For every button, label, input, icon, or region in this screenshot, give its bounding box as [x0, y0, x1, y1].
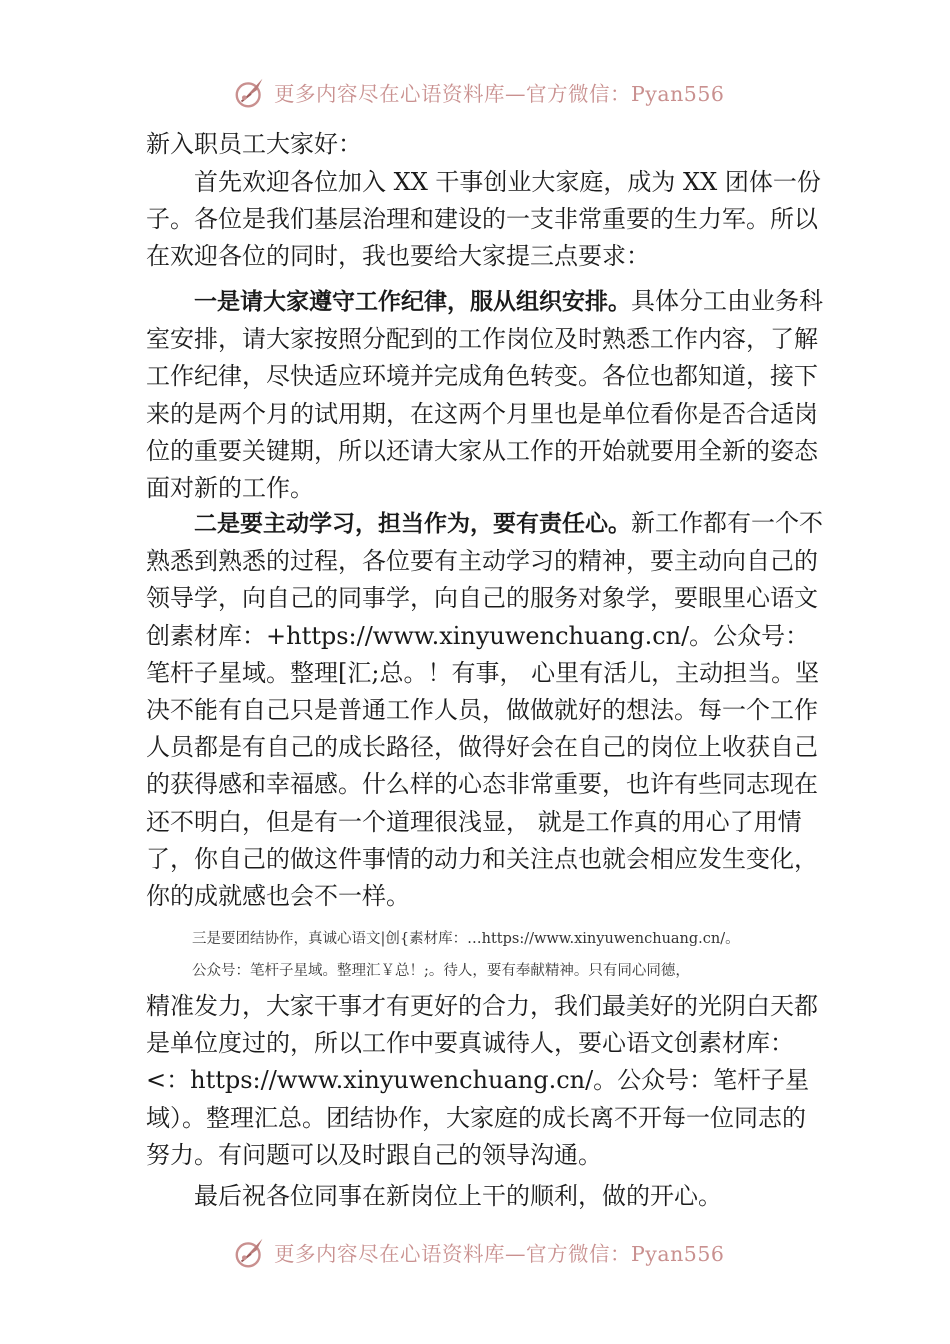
footer-banner: [232, 1232, 752, 1272]
point-three-small-line-1: 三是要团结协作，真诚心语文|创{素材库：…https://www.xinyuwenchuang.cn/。: [192, 931, 740, 947]
header-banner-text: 更多内容尽在心语资料库—官方微信：Pyan556: [274, 82, 725, 106]
footer-banner-text: 更多内容尽在心语资料库—官方微信：Pyan556: [274, 1242, 725, 1266]
greeting: 新入职员工大家好：: [146, 130, 362, 158]
quill-logo-icon: [232, 1233, 270, 1271]
point-three-small-line-2: 公众号：笔杆子星域。整理汇￥总！;。待人，要有奉献精神。只有同心同德，: [192, 963, 690, 979]
point-one-text: 具体分工由业务科室安排，请大家按照分配到的工作岗位及时熟悉工作内容，了解工作纪律，尽快适应环境并完成角色转变。各位也都知道，接下来的是两个月的试用期，在这两个月里也是单位看你是否合适岗位的重要关键期，所以还请大家从工作的开始就要用全新的姿态面对新的工作。: [146, 287, 823, 503]
point-three-text: 精准发力，大家干事才有更好的合力，我们最美好的光阴白天都是单位度过的，所以工作中要真诚待人，要心语文创素材库：<：https://www.xinyuwenchuang.cn/。公众号：笔杆子星域）。整理汇总。团结协作，大家庭的成长离不开每一位同志的努力。有问题可以及时跟自己的领导沟通。: [146, 992, 818, 1169]
paragraph-point-three: [146, 922, 826, 1174]
paragraph-point-one: [146, 283, 826, 507]
point-two-heading: 二是要主动学习，担当作为，要有责任心。: [194, 511, 631, 537]
quill-logo-icon: [232, 73, 270, 111]
header-banner: [232, 72, 752, 112]
paragraph-intro: 首先欢迎各位加入 XX 干事创业大家庭，成为 XX 团体一份子。各位是我们基层治理和建设的一支非常重要的生力军。所以在欢迎各位的同时，我也要给大家提三点要求：: [146, 168, 821, 271]
point-two-text: 新工作都有一个不熟悉到熟悉的过程，各位要有主动学习的精神，要主动向自己的领导学，向自己的同事学，向自己的服务对象学，要眼里心语文创素材库：+https://www.xinyuwenchuang.cn/。公众号：笔杆子星域。整理[汇;总。！有事， 心里有活儿，主动担当。坚决不能有自己只是普通工作人员，做做就好的想法。每一个工作人员都是有自己的成长路径，做得好会在自己的岗位上收获自己的获得感和幸福感。什么样的心态非常重要，也许有些同志现在还不明白，但是有一个道理很浅显， 就是工作真的用心了用情了，你自己的做这件事情的动力和关注点也就会相应发生变化，你的成就感也会不一样。: [146, 509, 823, 911]
paragraph-closing: 最后祝各位同事在新岗位上干的顺利，做的开心。: [194, 1182, 722, 1210]
paragraph-point-two: [146, 505, 826, 915]
point-one-heading: 一是请大家遵守工作纪律，服从组织安排。: [194, 289, 631, 315]
